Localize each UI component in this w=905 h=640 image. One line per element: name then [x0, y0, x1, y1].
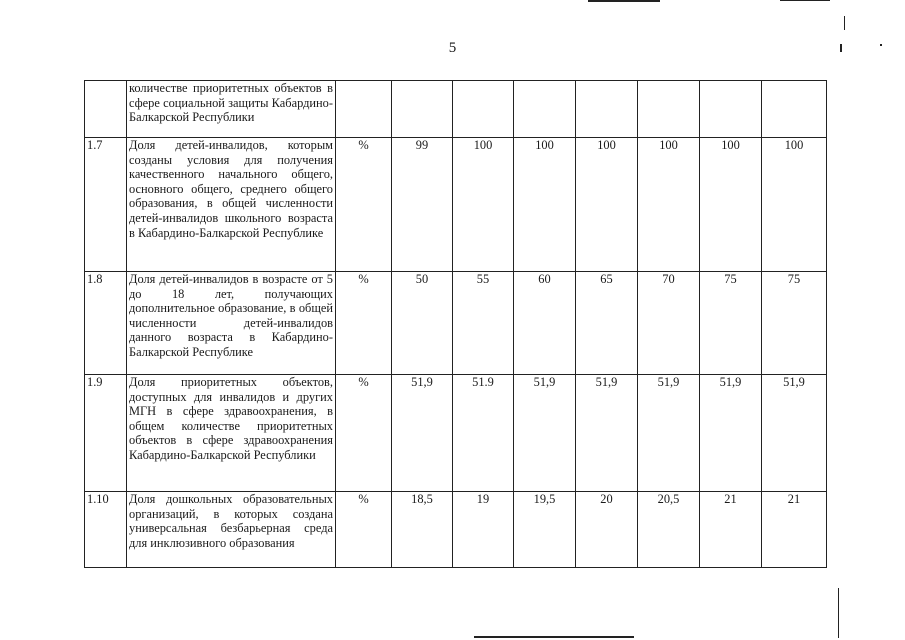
row-value: 75	[700, 272, 762, 375]
row-value: 60	[514, 272, 576, 375]
row-unit: %	[336, 138, 392, 272]
row-value: 70	[638, 272, 700, 375]
row-value	[514, 81, 576, 138]
table-row	[85, 492, 827, 568]
row-value: 51,9	[762, 375, 827, 492]
table-row	[85, 375, 827, 492]
row-value: 51,9	[700, 375, 762, 492]
scan-artifact	[840, 44, 842, 52]
row-value: 100	[576, 138, 638, 272]
row-value: 21	[700, 492, 762, 568]
row-value: 21	[762, 492, 827, 568]
row-value: 100	[762, 138, 827, 272]
scan-artifact	[838, 588, 839, 638]
scan-artifact	[844, 16, 845, 30]
row-unit: %	[336, 272, 392, 375]
row-value: 51,9	[392, 375, 453, 492]
row-value: 51,9	[514, 375, 576, 492]
row-number: 1.10	[85, 492, 127, 568]
row-value: 19,5	[514, 492, 576, 568]
row-value	[392, 81, 453, 138]
scan-artifact	[880, 44, 882, 46]
row-value: 18,5	[392, 492, 453, 568]
row-value: 100	[453, 138, 514, 272]
indicators-table	[84, 80, 827, 568]
row-unit: %	[336, 492, 392, 568]
table-row	[85, 138, 827, 272]
row-value	[700, 81, 762, 138]
row-number	[85, 81, 127, 138]
row-description: Доля приоритетных объектов, доступных для инвалидов и других МГН в сфере здравоохранения, в общем количестве приоритетных объектов в сфере здравоохранения Кабардино-Балкарской Республики	[127, 375, 336, 492]
row-value: 65	[576, 272, 638, 375]
row-number: 1.8	[85, 272, 127, 375]
row-value: 51,9	[638, 375, 700, 492]
row-unit: %	[336, 375, 392, 492]
row-unit	[336, 81, 392, 138]
row-description: Доля детей-инвалидов, которым созданы условия для получения качественного начального общего, основного общего, среднего общего образования, в общей численности детей-инвалидов школьного возраста в Кабардино-Балкарской Республике	[127, 138, 336, 272]
row-value: 100	[638, 138, 700, 272]
page-number: 5	[448, 40, 457, 56]
scan-artifact	[780, 0, 830, 1]
row-value: 20,5	[638, 492, 700, 568]
row-value: 19	[453, 492, 514, 568]
row-value	[638, 81, 700, 138]
row-value: 50	[392, 272, 453, 375]
row-value: 51,9	[576, 375, 638, 492]
row-value: 20	[576, 492, 638, 568]
table-row	[85, 272, 827, 375]
row-value	[762, 81, 827, 138]
row-value: 100	[700, 138, 762, 272]
row-description: количестве приоритетных объектов в сфере социальной защиты Кабардино-Балкарской Республики	[127, 81, 336, 138]
table-row	[85, 81, 827, 138]
scan-artifact	[474, 636, 634, 638]
row-number: 1.7	[85, 138, 127, 272]
row-value: 99	[392, 138, 453, 272]
row-description: Доля дошкольных образовательных организаций, в которых создана универсальная безбарьерная среда для инклюзивного образования	[127, 492, 336, 568]
row-value: 75	[762, 272, 827, 375]
row-number: 1.9	[85, 375, 127, 492]
row-value	[453, 81, 514, 138]
row-value	[576, 81, 638, 138]
row-value: 55	[453, 272, 514, 375]
row-value: 51.9	[453, 375, 514, 492]
row-description: Доля детей-инвалидов в возрасте от 5 до 18 лет, получающих дополнительное образование, в общей численности детей-инвалидов данного возраста в Кабардино-Балкарской Республике	[127, 272, 336, 375]
scan-artifact	[588, 0, 660, 2]
row-value: 100	[514, 138, 576, 272]
